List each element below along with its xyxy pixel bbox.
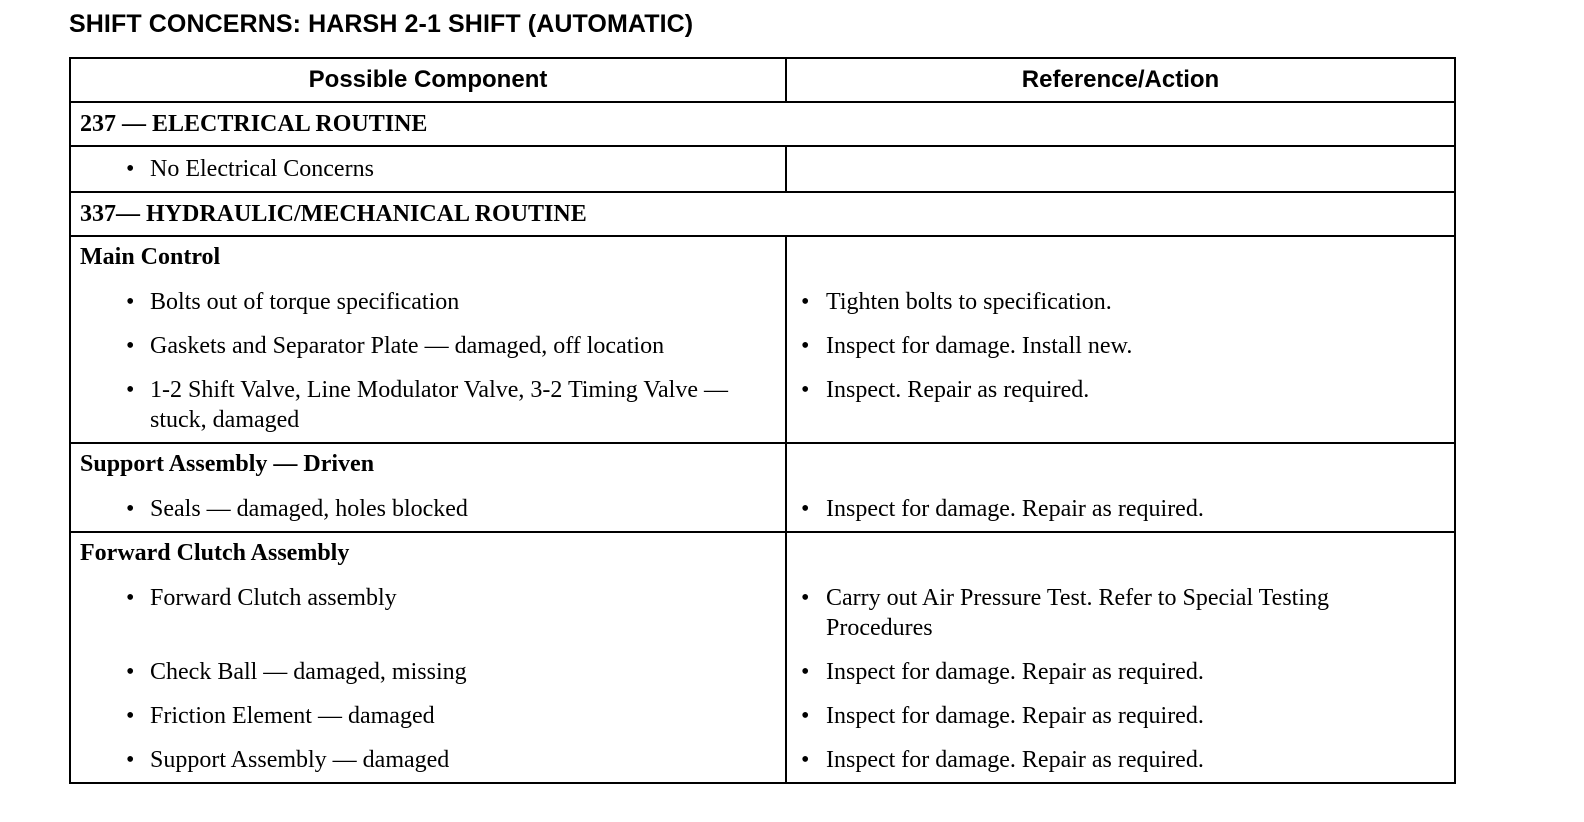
bullet: • bbox=[801, 747, 810, 773]
action-text: Inspect. Repair as required. bbox=[826, 377, 1090, 403]
table-row bbox=[70, 368, 1455, 443]
action-cell bbox=[786, 368, 1455, 443]
group-heading-main-control: Main Control bbox=[70, 236, 786, 280]
component-cell bbox=[70, 576, 786, 650]
table-row bbox=[70, 280, 1455, 324]
component-text: 1-2 Shift Valve, Line Modulator Valve, 3-2 Timing Valve — stuck, damaged bbox=[150, 377, 728, 433]
empty-cell bbox=[786, 236, 1455, 280]
component-text: Check Ball — damaged, missing bbox=[150, 659, 467, 685]
action-text: Inspect for damage. Repair as required. bbox=[826, 659, 1204, 685]
action-cell bbox=[786, 280, 1455, 324]
bullet: • bbox=[126, 747, 135, 773]
table-row bbox=[70, 738, 1455, 783]
action-cell bbox=[786, 324, 1455, 368]
bullet: • bbox=[801, 585, 810, 611]
bullet: • bbox=[126, 289, 135, 315]
action-text: Inspect for damage. Repair as required. bbox=[826, 703, 1204, 729]
empty-cell bbox=[786, 532, 1455, 576]
table-row bbox=[70, 487, 1455, 532]
empty-cell bbox=[786, 443, 1455, 487]
bullet: • bbox=[801, 659, 810, 685]
component-text: No Electrical Concerns bbox=[150, 156, 374, 182]
bullet: • bbox=[126, 496, 135, 522]
bullet: • bbox=[126, 377, 135, 403]
group-header-row bbox=[70, 532, 1455, 576]
action-cell bbox=[786, 576, 1455, 650]
component-cell bbox=[70, 280, 786, 324]
table-row bbox=[70, 146, 1455, 192]
section-row-electrical bbox=[70, 102, 1455, 146]
action-text: Tighten bolts to specification. bbox=[826, 289, 1112, 315]
group-heading-forward-clutch: Forward Clutch Assembly bbox=[70, 532, 786, 576]
bullet: • bbox=[126, 703, 135, 729]
group-header-row bbox=[70, 236, 1455, 280]
component-text: Bolts out of torque specification bbox=[150, 289, 460, 315]
action-cell bbox=[786, 650, 1455, 694]
section-heading-electrical: 237 — ELECTRICAL ROUTINE bbox=[70, 102, 1455, 146]
action-cell bbox=[786, 146, 1455, 192]
component-cell bbox=[70, 146, 786, 192]
bullet: • bbox=[126, 156, 135, 182]
section-heading-hydraulic: 337— HYDRAULIC/MECHANICAL ROUTINE bbox=[70, 192, 1455, 236]
action-cell bbox=[786, 738, 1455, 783]
action-cell bbox=[786, 694, 1455, 738]
action-text: Carry out Air Pressure Test. Refer to Special Testing Procedures bbox=[826, 585, 1329, 641]
component-text: Gaskets and Separator Plate — damaged, off location bbox=[150, 333, 665, 359]
component-cell bbox=[70, 694, 786, 738]
action-cell bbox=[786, 487, 1455, 532]
group-heading-support-assembly: Support Assembly — Driven bbox=[70, 443, 786, 487]
component-cell bbox=[70, 368, 786, 443]
component-text: Seals — damaged, holes blocked bbox=[150, 496, 468, 522]
bullet: • bbox=[801, 377, 810, 403]
page-title: SHIFT CONCERNS: HARSH 2-1 SHIFT (AUTOMATIC) bbox=[69, 10, 694, 38]
diagnostic-table bbox=[69, 57, 1456, 784]
component-cell bbox=[70, 650, 786, 694]
header-reference-action: Reference/Action bbox=[786, 58, 1455, 102]
bullet: • bbox=[126, 659, 135, 685]
group-header-row bbox=[70, 443, 1455, 487]
section-row-hydraulic bbox=[70, 192, 1455, 236]
bullet: • bbox=[801, 496, 810, 522]
bullet: • bbox=[801, 703, 810, 729]
table-row bbox=[70, 576, 1455, 650]
action-text: Inspect for damage. Install new. bbox=[826, 333, 1133, 359]
action-text: Inspect for damage. Repair as required. bbox=[826, 747, 1204, 773]
bullet: • bbox=[126, 585, 135, 611]
component-cell bbox=[70, 487, 786, 532]
bullet: • bbox=[801, 333, 810, 359]
bullet: • bbox=[126, 333, 135, 359]
component-cell bbox=[70, 738, 786, 783]
bullet: • bbox=[801, 289, 810, 315]
table-row bbox=[70, 324, 1455, 368]
table-row bbox=[70, 694, 1455, 738]
table-header-row bbox=[70, 58, 1455, 102]
component-text: Support Assembly — damaged bbox=[150, 747, 450, 773]
action-text: Inspect for damage. Repair as required. bbox=[826, 496, 1204, 522]
component-cell bbox=[70, 324, 786, 368]
component-text: Forward Clutch assembly bbox=[150, 585, 397, 611]
table-row bbox=[70, 650, 1455, 694]
component-text: Friction Element — damaged bbox=[150, 703, 435, 729]
header-possible-component: Possible Component bbox=[70, 58, 786, 102]
